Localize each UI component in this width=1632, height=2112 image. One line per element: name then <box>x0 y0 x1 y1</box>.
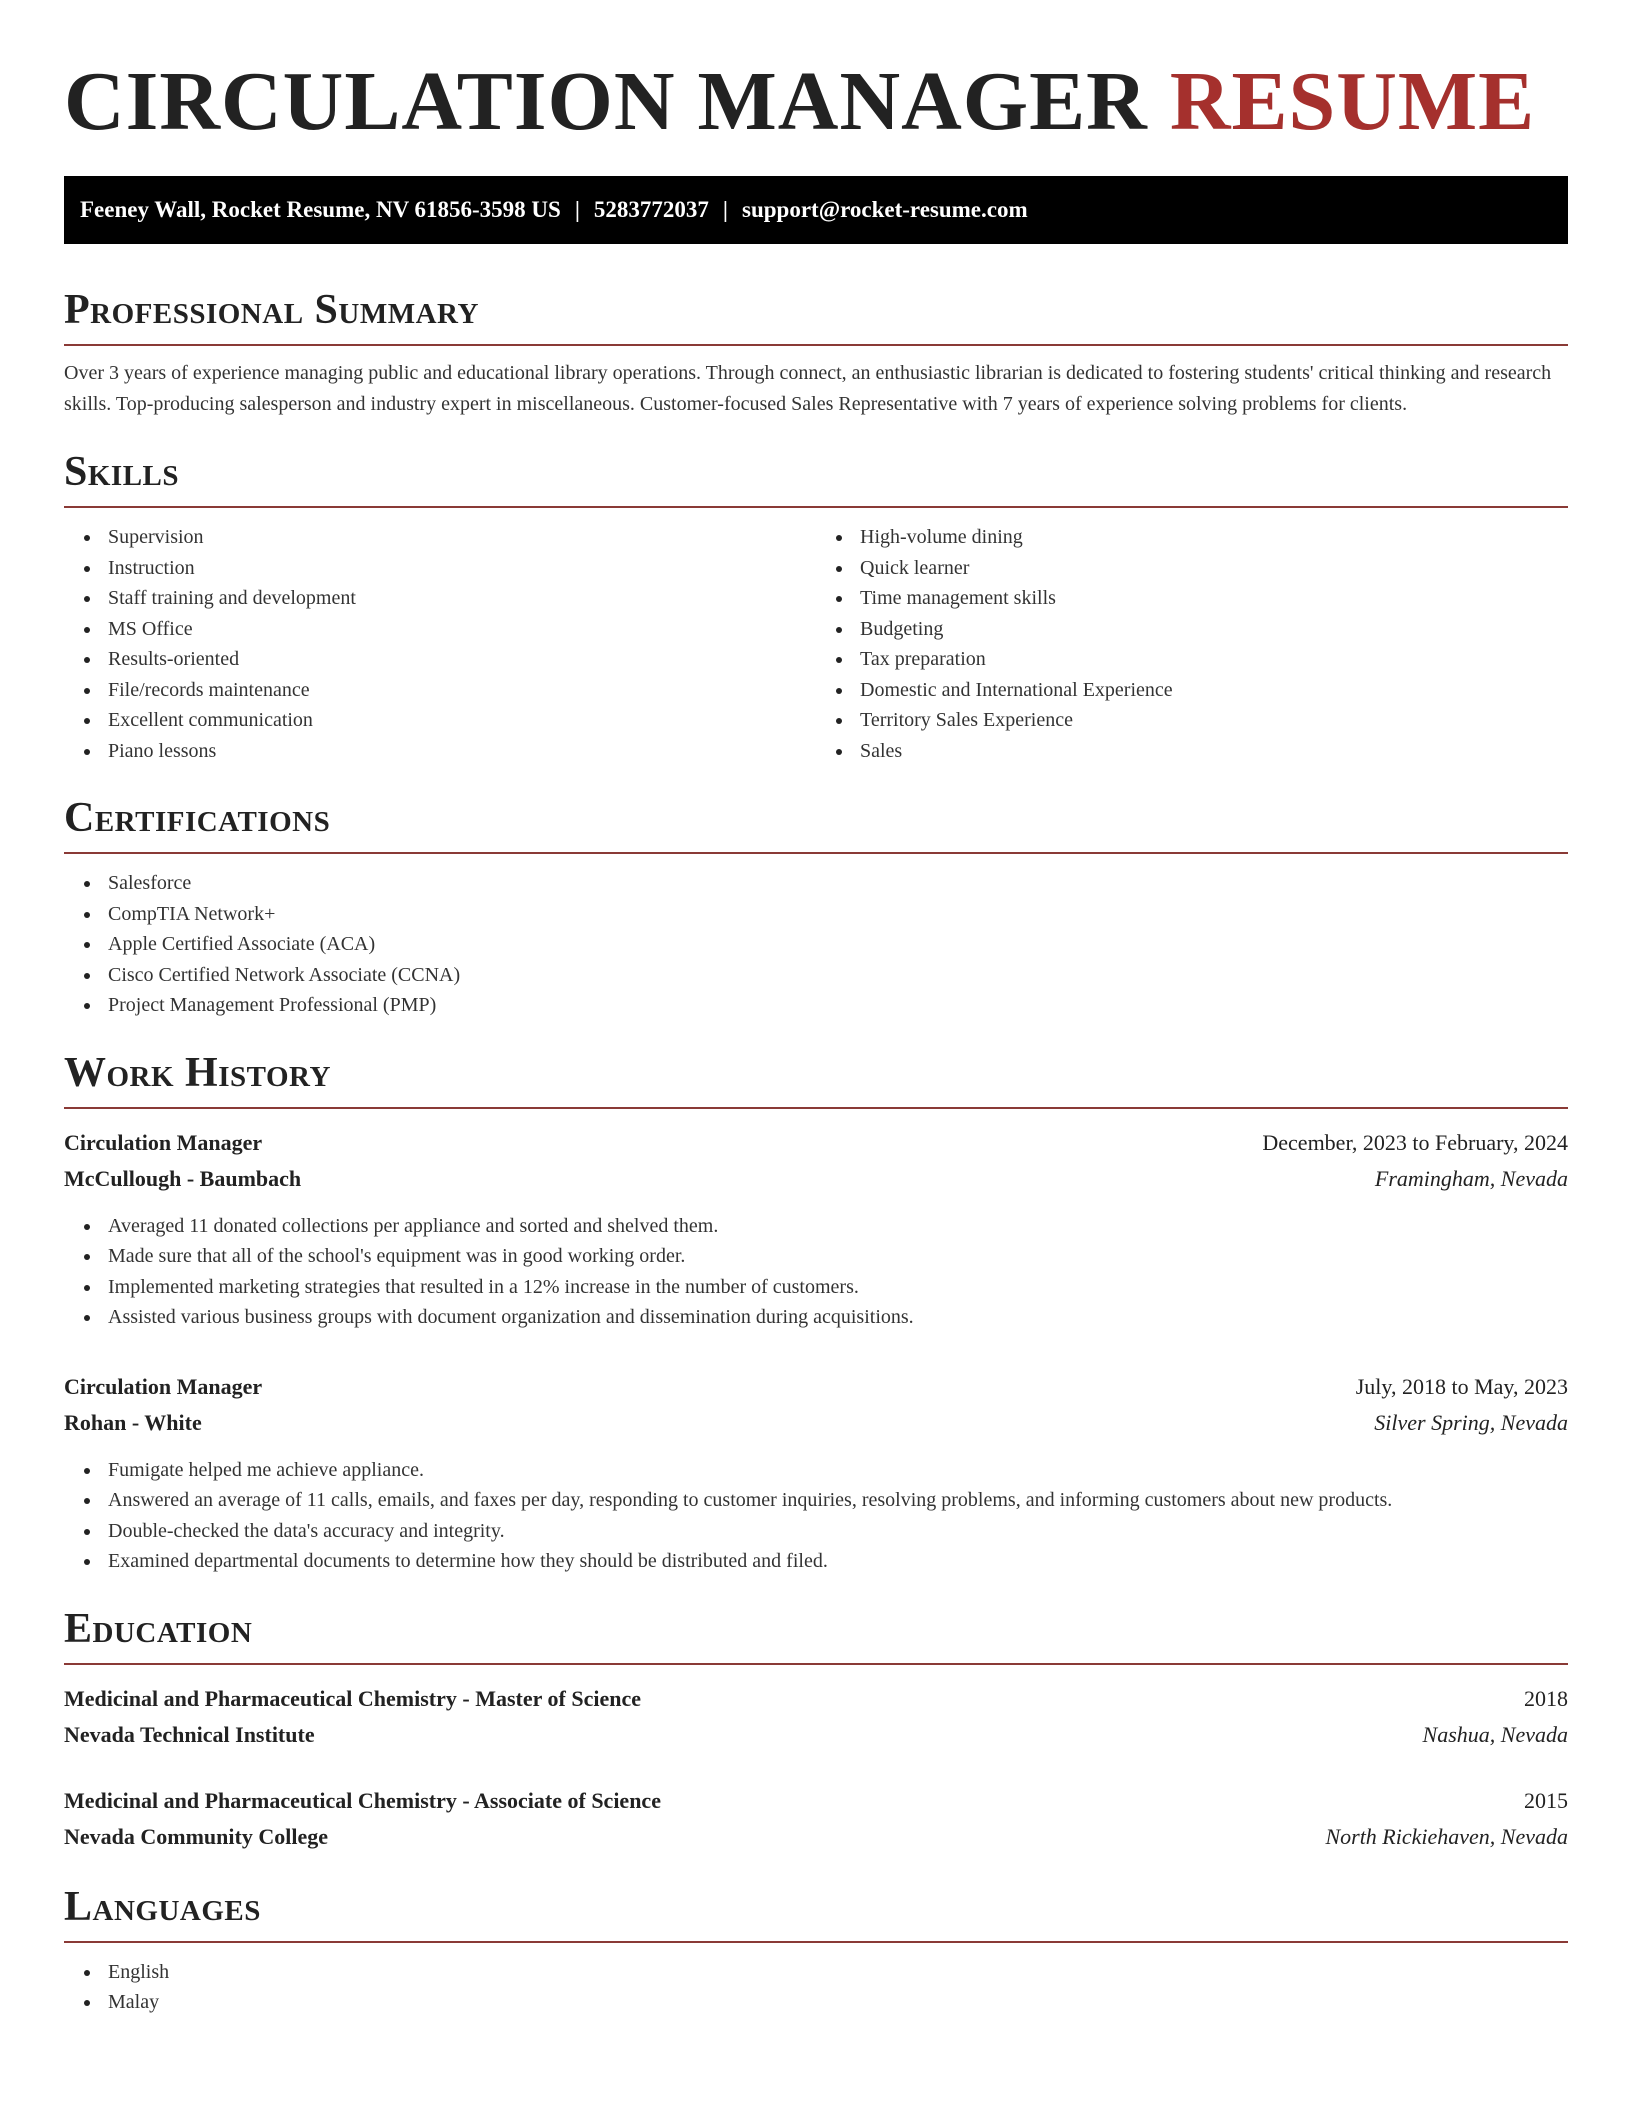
job-title: Circulation Manager <box>64 1129 263 1155</box>
language-item: English <box>108 1957 1568 1988</box>
skill-item: Time management skills <box>860 583 1568 614</box>
education-school-row <box>64 1717 1568 1753</box>
skill-item: Supervision <box>108 522 816 553</box>
education-degree-row <box>64 1783 1568 1819</box>
work-history-section <box>64 1047 1568 1577</box>
education-degree: Medicinal and Pharmaceutical Chemistry - Associate of Science <box>64 1787 661 1813</box>
skill-item: Budgeting <box>860 614 1568 645</box>
skill-item: Staff training and development <box>108 583 816 614</box>
job-header-row <box>64 1369 1568 1405</box>
job-duty: Implemented marketing strategies that resulted in a 12% increase in the number of customers. <box>108 1272 1568 1303</box>
skill-item: Quick learner <box>860 553 1568 584</box>
skill-item: Territory Sales Experience <box>860 705 1568 736</box>
certification-item: Apple Certified Associate (ACA) <box>108 929 1568 960</box>
education-entry <box>64 1783 1568 1855</box>
job-entry <box>64 1369 1568 1577</box>
job-dates: December, 2023 to February, 2024 <box>1262 1129 1568 1155</box>
education-year: 2015 <box>1524 1787 1568 1813</box>
job-duty: Examined departmental documents to determine how they should be distributed and filed. <box>108 1546 1568 1577</box>
certification-item: Salesforce <box>108 868 1568 899</box>
contact-phone[interactable]: 5283772037 <box>593 197 709 222</box>
job-location: Silver Spring, Nevada <box>1374 1409 1568 1435</box>
education-year: 2018 <box>1524 1685 1568 1711</box>
language-item: Malay <box>108 1987 1568 2018</box>
contact-email[interactable]: support@rocket-resume.com <box>742 197 1028 222</box>
education-location: Nashua, Nevada <box>1422 1721 1568 1747</box>
languages-list <box>64 1957 1568 2018</box>
skills-list-left <box>64 522 816 766</box>
skill-item: Excellent communication <box>108 705 816 736</box>
skills-section <box>64 446 1568 766</box>
skill-item: File/records maintenance <box>108 675 816 706</box>
education-section <box>64 1603 1568 1855</box>
job-duty: Averaged 11 donated collections per appliance and sorted and shelved them. <box>108 1211 1568 1242</box>
job-company: Rohan - White <box>64 1409 202 1435</box>
languages-section <box>64 1881 1568 2018</box>
skill-item: Results-oriented <box>108 644 816 675</box>
languages-heading: Languages <box>64 1881 1568 1943</box>
job-duty: Double-checked the data's accuracy and integrity. <box>108 1516 1568 1547</box>
skill-item: Instruction <box>108 553 816 584</box>
education-degree: Medicinal and Pharmaceutical Chemistry - Master of Science <box>64 1685 641 1711</box>
skill-item: MS Office <box>108 614 816 645</box>
resume-title <box>64 52 1568 152</box>
title-main: CIRCULATION MANAGER <box>64 55 1148 148</box>
contact-separator: | <box>722 197 728 222</box>
job-duty: Assisted various business groups with document organization and dissemination during acquisitions. <box>108 1302 1568 1333</box>
education-school: Nevada Community College <box>64 1823 328 1849</box>
skill-item: Tax preparation <box>860 644 1568 675</box>
education-school-row <box>64 1819 1568 1855</box>
job-location: Framingham, Nevada <box>1374 1165 1568 1191</box>
title-accent: RESUME <box>1169 55 1536 148</box>
education-location: North Rickiehaven, Nevada <box>1325 1823 1568 1849</box>
job-dates: July, 2018 to May, 2023 <box>1355 1373 1568 1399</box>
job-entry <box>64 1125 1568 1333</box>
job-duty: Answered an average of 11 calls, emails, and faxes per day, responding to customer inquiries, resolving problems, and informing customers about new products. <box>108 1485 1568 1516</box>
education-degree-row <box>64 1681 1568 1717</box>
job-company-row <box>64 1161 1568 1197</box>
education-entry <box>64 1681 1568 1753</box>
job-company: McCullough - Baumbach <box>64 1165 302 1191</box>
skill-item: Sales <box>860 736 1568 767</box>
education-school: Nevada Technical Institute <box>64 1721 315 1747</box>
contact-separator: | <box>574 197 580 222</box>
contact-address: Feeney Wall, Rocket Resume, NV 61856-3598 US <box>80 197 561 222</box>
skills-grid <box>64 522 1568 766</box>
certifications-section <box>64 792 1568 1021</box>
education-heading: Education <box>64 1603 1568 1665</box>
summary-heading: Professional Summary <box>64 284 1568 346</box>
skills-list-right <box>816 522 1568 766</box>
job-header-row <box>64 1125 1568 1161</box>
certifications-heading: Certifications <box>64 792 1568 854</box>
skill-item: Domestic and International Experience <box>860 675 1568 706</box>
job-duties-list <box>64 1455 1568 1577</box>
job-duty: Made sure that all of the school's equipment was in good working order. <box>108 1241 1568 1272</box>
certification-item: CompTIA Network+ <box>108 899 1568 930</box>
work-history-heading: Work History <box>64 1047 1568 1109</box>
summary-text: Over 3 years of experience managing public and educational library operations. Through connect, an enthusiastic librarian is dedicated to fostering students' critical thinking and research skills. Top-producing salesperson and industry expert in miscellaneous. Customer-focused Sales Representative with 7 years of experience solving problems for clients. <box>64 362 1552 415</box>
skill-item: Piano lessons <box>108 736 816 767</box>
job-duty: Fumigate helped me achieve appliance. <box>108 1455 1568 1486</box>
job-title: Circulation Manager <box>64 1373 263 1399</box>
contact-bar <box>64 176 1568 244</box>
skill-item: High-volume dining <box>860 522 1568 553</box>
certification-item: Project Management Professional (PMP) <box>108 990 1568 1021</box>
certifications-list <box>64 868 1568 1021</box>
certification-item: Cisco Certified Network Associate (CCNA) <box>108 960 1568 991</box>
job-company-row <box>64 1405 1568 1441</box>
skills-heading: Skills <box>64 446 1568 508</box>
job-duties-list <box>64 1211 1568 1333</box>
